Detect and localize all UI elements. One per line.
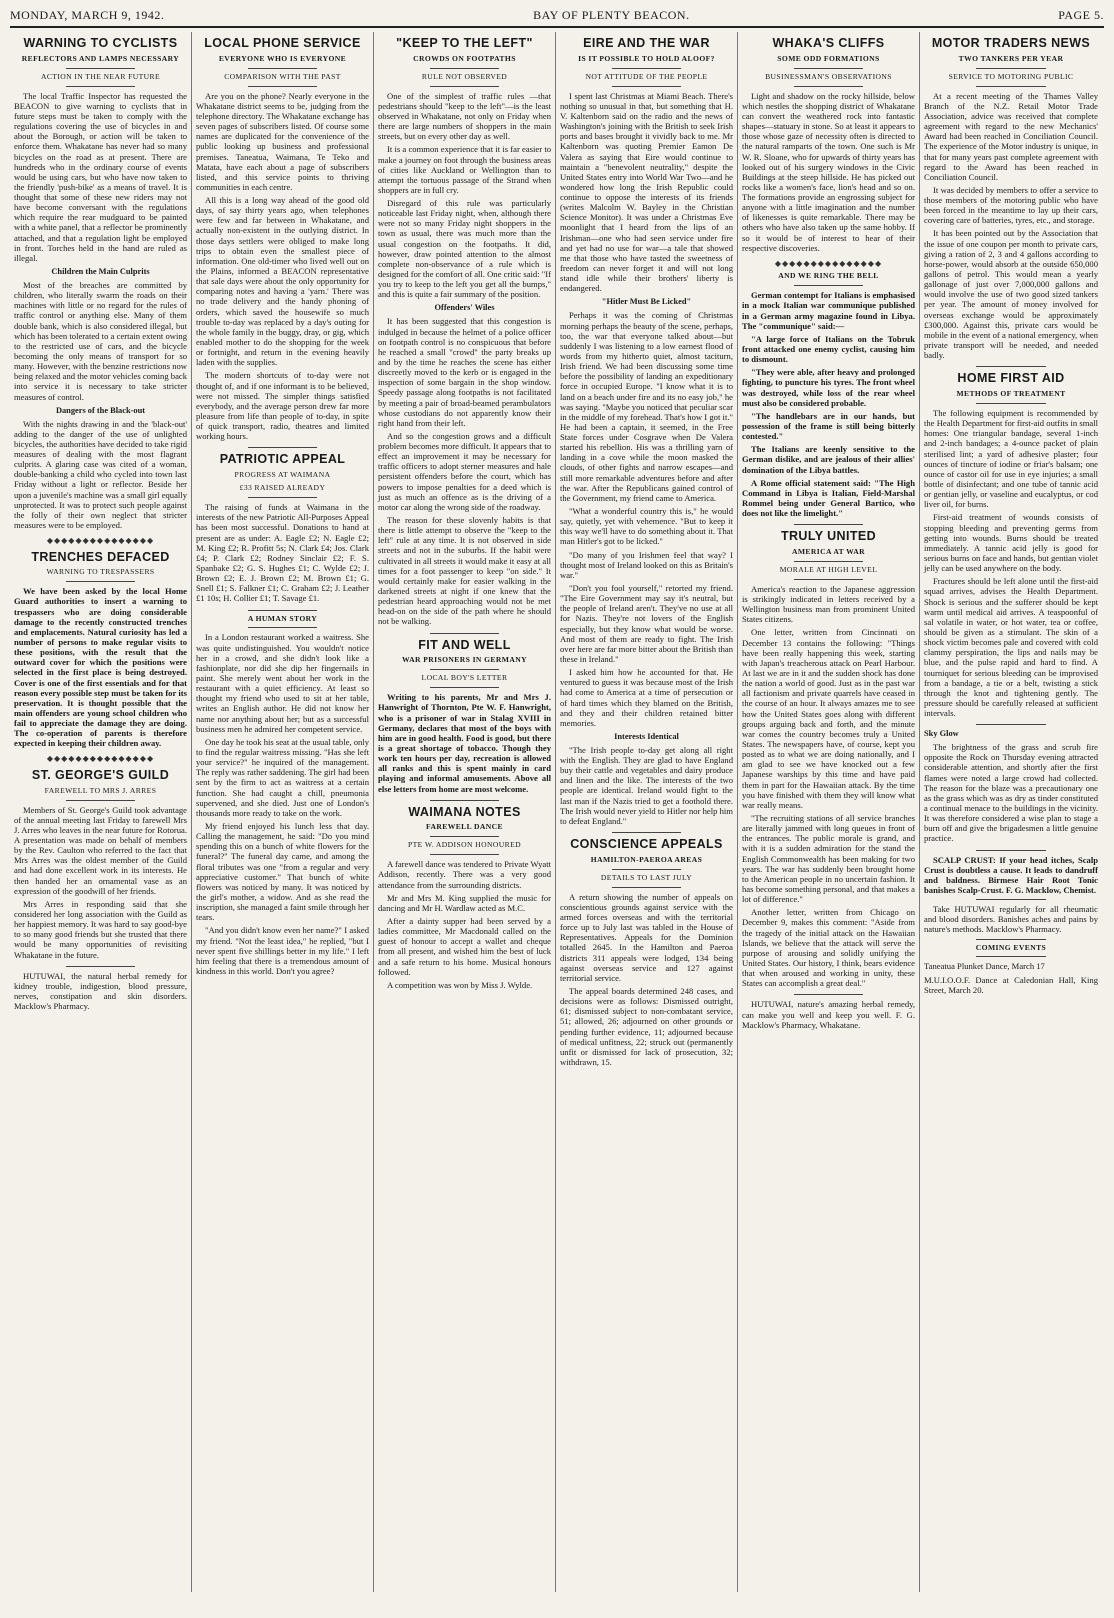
paragraph: "And you didn't know even her name?" I asked my friend. "Not the least idea," he replied, "but I never spent five shillings better in my life." I left him feeling that there is a tremendous amount of kindness in this world. Don't you agree? — [196, 925, 369, 976]
rule — [248, 627, 317, 628]
article-and-we-ring-the-bell — [742, 272, 915, 518]
section-heading: Offenders' Wiles — [434, 303, 495, 313]
headline: ST. GEORGE'S GUILD — [31, 767, 170, 782]
coming-events — [924, 944, 1098, 995]
subheadline: WARNING TO TRESPASSERS — [46, 567, 155, 577]
paragraph: Most of the breaches are committed by children, who literally swarm the roads on their machines with little or no regard for the rules of traffic control or anything else. Many of them double bank, which is also considered illegal, but which has been tolerated to a certain extent owing to the restricted use of cars, and the bicycle becoming the only means of transport for so many. However, with the benzine restrictions now being relaxed and the motor vehicles coming back into service it is necessary to take stricter measures of control. — [14, 279, 188, 402]
article-fit-and-well — [378, 638, 551, 794]
headline: CONSCIENCE APPEALS — [570, 837, 723, 852]
rule — [794, 86, 863, 87]
paragraph: The modern shortcuts of to-day were not thought of, and if one informant is to be believed, were not missed. The simpler things satisfied everybody, and the average person drew far more pleasure from life than people of to-day, in spite of quick transport, radio, theatres and limited working hours. — [196, 370, 369, 442]
headline: WARNING TO CYCLISTS — [23, 36, 178, 50]
paragraph: "Don't you fool yourself," retorted my friend. "The Eire Government may say it's neutral, but the people of Ireland aren't. They've no use at all for Nazis. They're not lovers of the English especially, but they know what would be worse. And most of them are ready to fight. The Irish over here are far more bitter about the British than these in Ireland." — [560, 583, 733, 665]
rule — [430, 633, 499, 634]
columns — [10, 32, 1104, 1592]
paragraph: A Rome official statement said: "The High Command in Libya is Italian, Field-Marshal Rommel being under General Bartico, who does not like the limelight." — [742, 477, 915, 519]
newspaper-page — [10, 6, 1104, 1606]
ornament-divider: ◆◆◆◆◆◆◆◆◆◆◆◆◆◆◆ — [46, 536, 155, 546]
paragraph: My friend enjoyed his lunch less that day. Calling the management, he said: "Do you mind spending this on a bunch of white flowers for the funeral?" The funeral day came, and among the floral tributes was one "from a regular and very appreciative customer." That bunch of white flowers was noticed by many. It was noticed by the girl's mother, a widow. And as she read the inscription, she managed a faint smile through her tears. — [196, 820, 369, 923]
paragraph: Members of St. George's Guild took advantage of the annual meeting last Friday to farewell Mrs J. Arres who leaves in the near future for Rotorua. A presentation was made on behalf of members by the Rev. Caulton who referred to the fact that Mrs Arres was the oldest member of the Guild and had done excellent work in its interests. He then handed her an ornamental vase as an expression of the goodwill of her friends. — [14, 804, 187, 896]
paragraph: "What a wonderful country this is," he would say, quietly, yet with vehemence. "But to keep it this way we'll have to do something about it. That man Hitler's got to be licked." — [560, 506, 733, 547]
subheadline: PTE W. ADDISON HONOURED — [408, 840, 521, 850]
paper-name: BAY OF PLENTY BEACON. — [533, 8, 690, 22]
subheadline: HAMILTON-PAEROA AREAS — [590, 854, 703, 864]
paragraph: Mr and Mrs M. King supplied the music for dancing and Mr H. Wardlaw acted as M.C. — [378, 892, 551, 913]
section-heading: Children the Main Culprits — [51, 267, 150, 277]
subheadline: £33 RAISED ALREADY — [239, 483, 326, 493]
paragraph: Light and shadow on the rocky hillside, below which nestles the shopping district of Whakatane can convert the weathered rock into fantastic shapes—statuary in stone. So at least it appears to those whose gaze of necessity often is directed to the natural ramparts of the town. One such is Mr W. R. Sloane, who for upwards of thirty years has looked out of his surgery windows in the Civic Buildings at the steep hillside. He has picked out rocks like a women's face, lion's head and so on. The formations provide an engrossing subject for anyone with a little imagination and the number of likenesses is quite remarkable. There may be others who have also taken up the same hobby. If so it would be of interest to hear of their respective discoveries. — [742, 90, 915, 253]
headline: WHAKA'S CLIFFS — [772, 36, 885, 50]
section-heading: Sky Glow — [924, 729, 959, 739]
subheadline: REFLECTORS AND LAMPS NECESSARY — [21, 53, 180, 63]
article-trenches-defaced — [14, 550, 187, 749]
headline: EIRE AND THE WAR — [583, 36, 710, 50]
rule — [66, 966, 135, 967]
headline: MOTOR TRADERS NEWS — [931, 36, 1091, 50]
headline: TRENCHES DEFACED — [31, 549, 170, 564]
rule — [794, 68, 863, 69]
headline: PATRIOTIC APPEAL — [219, 452, 346, 467]
paragraph: America's reaction to the Japanese aggression is strikingly indicated in letters received by a Wellington business man from prominent United States citizens. — [742, 583, 915, 625]
subheadline: DETAILS TO LAST JULY — [600, 872, 693, 882]
rule — [66, 86, 135, 87]
paragraph: The local Traffic Inspector has requested the BEACON to give warning to cyclists that in future steps must be taken to comply with the regulations covering the use of bicycles in and about the Borough, or action will be taken to enforce them. Whakatane has never had so many bicycles on the road as at present. There are hundreds who in the ordinary course of events would be using cars, but who have now taken to the friendly 'push-bike' as a means of travel. It is thought that some of these new riders may not have become conversant with the regulations which require the rear mudguard to be painted with a white panel, that a reflector be prominently attached, and that a regulation light be employed in front. Torches held in the hand are ruled as illegal. — [14, 90, 187, 263]
rule — [430, 800, 499, 801]
rule — [976, 403, 1046, 404]
headline: AND WE RING THE BELL — [778, 271, 879, 281]
column-6 — [920, 32, 1102, 1592]
rule — [66, 68, 135, 69]
paragraph: In a London restaurant worked a waitress. She was quite undistinguished. You wouldn't notice her in a crowd, and she didn't look like a fashionplate, nor did she dip her fingernails in paint. She merely went about her work in the restaurant with a quiet efficiency. At least so thought my friend who used to sit at her table, writes an English author. He did not know her name nor anything about her; but as a successful business men he admired her competent service. — [196, 632, 369, 734]
article-truly-united — [742, 529, 915, 988]
paragraph: I spent last Christmas at Miami Beach. There's nothing so unusual in that, but something that H. V. Kaltenborn said on the radio and the news of Washington's joining with the British to seek Irish ports and bases brought it vividly back to me. Mr Kaltenborn was quoting Premier Eamon De Valera as saying that Eire would continue to maintain a "benevolent neutrality," despite the United States entry into World War Two—and he wondered how long the Irish Republic could continue to oppose the interests of its friends (writes Malcolm W. Bayley in the Christian Science Monitor). It was under a Christmas Eve moonlight that I heard from the lips of an Irishman—one who had seen service under fire and yet had no use for war—a tale that showed me that those who have tasted the sweetness of freedom can never forget it and will not long stand idle while their brothers' liberty is endangered. — [560, 90, 733, 294]
paragraph: The reason for these slovenly habits is that there is little attempt to observe the "keep to the left" rule at any time. It is not observed in side streets and not in the suburbs. If the habit were cultivated in all streets it would make it easy at all times for a foot passenger to keep "on side." It would certainly make for easier walking in the darkened streets at night if one knew that the pedestrian heard approaching would not be met head-on on the side of the path where he should not be walking. — [378, 515, 551, 627]
paragraph: Perhaps it was the coming of Christmas morning perhaps the beauty of the scene, perhaps, too, the war that everyone talked about—but suddenly I was listening to a low earnest flood of words from my hitherto quiet, almost taciturn, Irish friend. We had been discussing some time before the possibility of landing an expeditionary force in occupied Europe. "I know what it is to land on a beach under fire and its no easy job," he was saying. "Maybe you noticed that peculiar scar in the middle of my forehead. That's how I got it." He had been a captain, it seemed, in the Free State forces under Cosgrave when De Valera started his rebellion. His was a thrilling yarn of landing in a cove while the moon masked the clouds, of other fights and narrow escapes—and still more remarkable adventures before and after the war. After the Republicans gained control of the Government, my friend came to America. — [560, 310, 733, 503]
advertisement: HUTUWAI, nature's amazing herbal remedy, can make you well and keep you well. F. G. Macklow's Pharmacy, Whakatane. — [742, 999, 915, 1030]
rule — [976, 68, 1046, 69]
rule — [248, 610, 317, 611]
headline: A HUMAN STORY — [247, 613, 318, 623]
article-a-human-story — [196, 615, 369, 977]
rule — [430, 687, 499, 688]
paragraph: First-aid treatment of wounds consists of stopping bleeding and preventing germs from getting into wounds. Burns should be treated immediately. A tannic acid jelly is good for serious burns on face and hands, but gentian violet jelly can be used anywhere on the body. — [924, 512, 1098, 574]
rule — [430, 68, 499, 69]
paragraph: Mrs Arres in responding said that she considered her long association with the Guild as her happiest memory. It was hard to say good-bye to so many good friends but she trusted that there would be many opportunities of revisiting Whakatane in the future. — [14, 898, 187, 960]
ornament-divider: ◆◆◆◆◆◆◆◆◆◆◆◆◆◆◆ — [774, 258, 883, 268]
subheadline: METHODS OF TREATMENT — [956, 389, 1066, 399]
rule — [976, 956, 1046, 957]
rule — [612, 869, 681, 870]
paragraph: It has been suggested that this congestion is indulged in because the helmet of a police officer on footpath control is no conspicuous that before he reached a small "crowd" the party breaks up and by the time he reaches the scene has either discreetly moved to the kerb or is engaged in the inspection of some bargain in the shop window. Speedy passage along footpaths is not facilitated by meeting a pair of broad-beamed perambulators whose custodians do not apparently know their right hand from their left. — [378, 316, 551, 428]
paragraph: One of the simplest of traffic rules —that pedestrians should "keep to the left"—is the least observed in Whakatane, not only on Friday when there are large numbers of shoppers in the main streets, but on every other day as well. — [378, 90, 551, 142]
rule — [794, 561, 863, 562]
rule — [248, 497, 317, 498]
paragraph: After a dainty supper had been served by a ladies committee, Mr Macdonald called on the guest of honour to accept a wallet and cheque from all present, and wished him the best of luck and a safe return to his home. Musical honours followed. — [378, 916, 551, 977]
article-eire-and-the-war — [560, 36, 733, 826]
subheadline: BUSINESSMAN'S OBSERVATIONS — [765, 71, 892, 81]
paragraph: It was decided by members to offer a service to those members of the motoring public who have been forced in the meantime to lay up their cars, covering care of batteries, tyres, etc., and storage. — [924, 184, 1098, 226]
article-st-georges-guild — [14, 768, 187, 960]
rule — [794, 579, 863, 580]
subheadline: IS IT POSSIBLE TO HOLD ALOOF? — [578, 53, 715, 63]
article-motor-traders-news — [924, 36, 1098, 360]
event-item: Taneatua Plunket Dance, March 17 — [924, 961, 1045, 972]
article-home-first-aid — [924, 371, 1098, 718]
article-local-phone-service — [196, 36, 369, 441]
paragraph: "The handlebars are in our hands, but possession of the frame is still being bitterly contested." — [742, 410, 915, 442]
paragraph: Fractures should be left alone until the first-aid squad arrives, advises the Health Department. Shock is serious and the sufferer should be kept warm until medical aid arrives. A teaspoonful of sal volatile in water, or hot water, tea or coffee, should be given as a stimulant. The skin of a shock victim becomes pale and covered with cold clammy perspiration, the lips and nails may be blue, and the pulse rapid and hard to find. A tourniquet for serious bleeding can be improvised from a bandage, a tie or a belt, twisting a stick through the knot and tightening gently. The pressure should be carefully released at sufficient intervals. — [924, 576, 1098, 719]
paragraph: It is a common experience that it is far easier to make a journey on foot through the business areas of cities like Auckland or Wellington than to attempt the tortuous passage of the Strand when shoppers are in full cry. — [378, 144, 551, 195]
subheadline: SERVICE TO MOTORING PUBLIC — [948, 71, 1074, 81]
headline: LOCAL PHONE SERVICE — [204, 36, 361, 50]
subheadline: WAR PRISONERS IN GERMANY — [402, 655, 527, 665]
rule — [794, 524, 863, 525]
rule — [976, 850, 1046, 851]
rule — [248, 86, 317, 87]
rule — [976, 899, 1046, 900]
section-heading: Interests Identical — [614, 732, 679, 741]
paragraph: The appeal boards determined 248 cases, and decisions were as follows: Dismissed outright, 61; dismissed subject to non-combatant service, 51; allowed, 26; adjourned on other grounds or pending further evidence, 11; adjourned because of medical unfitness, 22; struck out (permanently unfit or dismissed for lack of prosecution, 32; withdrawn, 15. — [560, 985, 733, 1067]
page-number: PAGE 5. — [1058, 8, 1104, 22]
headline: HOME FIRST AID — [957, 371, 1065, 386]
rule — [66, 581, 135, 582]
rule — [976, 939, 1046, 940]
rule — [66, 800, 135, 801]
section-heading: Dangers of the Black-out — [55, 405, 146, 415]
paragraph: And so the congestion grows and a difficult problem becomes more difficult. It appears that to effect an improvement it may be necessary for traffic officers to adopt sterner measures and hale persistent offenders before the court, which has powers to impose penalties for a deed which is just as much an offence as is the driving of a motor car along the wrong side of the roadway. — [378, 430, 551, 512]
ornament-divider: ◆◆◆◆◆◆◆◆◆◆◆◆◆◆◆ — [46, 754, 155, 764]
column-5 — [738, 32, 920, 1592]
subheadline: EVERYONE WHO IS EVERYONE — [218, 53, 347, 63]
headline: WAIMANA NOTES — [408, 804, 521, 819]
rule — [976, 86, 1046, 87]
paragraph: A farewell dance was tendered to Private Wyatt Addison, recently. There was a very good attendance from the surrounding districts. — [378, 859, 551, 890]
subheadline: FAREWELL TO MRS J. ARRES — [44, 785, 157, 795]
paragraph: "The recruiting stations of all service branches are literally jammed with long queues in front of the entrances. The public morale is grand, and with it is a sudden admiration for the stand the English Commonwealth has been making for two years. The war has suddenly been brought home to the American people in no uncertain fashion. It has become something personal, and that makes a lot of difference." — [742, 813, 915, 905]
paragraph: A competition was won by Miss J. Wylde. — [387, 979, 533, 990]
paragraph: A return showing the number of appeals on conscientious grounds against service with the armed forces overseas and with the territorial force up to July last was tabled in the House of Representatives. Appeals for the Dominion totalled 2645. In the Hamilton and Paeroa districts 311 appeals were lodged, 134 being against overseas service and 127 against territorial service. — [560, 891, 733, 983]
rule — [612, 86, 681, 87]
rule — [794, 285, 863, 286]
column-2 — [192, 32, 374, 1592]
issue-date: MONDAY, MARCH 9, 1942. — [10, 8, 165, 22]
rule — [794, 994, 863, 995]
subheadline: TWO TANKERS PER YEAR — [958, 53, 1064, 63]
rule — [612, 832, 681, 833]
paragraph: Another letter, written from Chicago on December 9, makes this comment: "Aside from the tragedy of the initial attack on the Hawaiian Islands, we believe that the attack will serve the purpose of arousing and solidly unifying the United States. Our history, I think, bears evidence that when aroused and working in unity, these States can accomplish a great deal." — [742, 907, 915, 989]
subheadline: SOME ODD FORMATIONS — [777, 53, 880, 63]
subheadline: NOT ATTITUDE OF THE PEOPLE — [585, 71, 708, 81]
paragraph: German contempt for Italians is emphasised in a mock Italian war communique published in a German army magazine found in Libya. The "communique" said:— — [742, 290, 915, 331]
subheadline: ACTION IN THE NEAR FUTURE — [40, 71, 161, 81]
rule — [430, 86, 499, 87]
paragraph: One day he took his seat at the usual table, only to find the regular waitress missing. "Has she left your service?" he inquired of the management. The reply was rather saddening. The girl had been sent by the firm to act as waitress at a certain function. She had caught a chill, pneumonia supervened, and she died. Just one of London's thousands more ready to take on the work. — [196, 736, 369, 818]
subheadline: MORALE AT HIGH LEVEL — [779, 564, 878, 574]
rule — [976, 366, 1046, 367]
events-heading: COMING EVENTS — [975, 942, 1047, 952]
paragraph: I asked him how he accounted for that. He ventured to guess it was because most of the Irish had come to America at a time of persecution or of hard times which they blamed on the British, and they and their children retained bitter memories. — [560, 667, 733, 728]
advertisement: HUTUWAI, the natural herbal remedy for kidney trouble, indigestion, blood pressure, nerves, constipation and skin disorders. Macklow's Pharmacy. — [14, 970, 187, 1012]
article-patriotic-appeal — [196, 452, 369, 603]
article-keep-to-the-left — [378, 36, 551, 627]
paragraph: Are you on the phone? Nearly everyone in the Whakatane district seems to be, judging from the telephone directory. The Whakatane exchange has seven pages of subscribers listed. Of course some names are duplicated for the convenience of the public looking up business and professional premises. Taneatua, Waimana, Te Teko and Matata, have each about a page of subscribers listed, and this service points to thriving communities in each centre. — [196, 90, 369, 192]
rule — [430, 836, 499, 837]
subheadline: COMPARISON WITH THE PAST — [224, 71, 341, 81]
paragraph: The brightness of the grass and scrub fire opposite the Rock on Thursday evening attracted considerable attention, and shortly after the first flames were noted a large crowd had collected. The reason for the blaze was a precautionary one as the grass which was as dry as tinder constituted a continual menace to the buildings in the vicinity. It was therefore considered a wise plan to stage a burn off and give the brigadesmen a little genuine practice. — [924, 742, 1098, 844]
article-sky-glow — [924, 729, 1098, 843]
rule — [430, 854, 499, 855]
paragraph: "A large force of Italians on the Tobruk front attacked one enemy cyclist, causing him to dismount. — [742, 333, 915, 365]
article-waimana-notes — [378, 805, 551, 990]
subheadline: PROGRESS AT WAIMANA — [234, 470, 331, 480]
subheadline: RULE NOT OBSERVED — [421, 71, 508, 81]
advertisement: SCALP CRUST: If your head itches, Scalp Crust is doubtless a cause. It leads to dandruff and baldness. Birmese Hair Root Tonic banishes Scalp-Crust. F. G. Macklow, Chemist. — [924, 854, 1098, 895]
headline: "KEEP TO THE LEFT" — [396, 36, 533, 50]
paragraph: "Do many of you Irishmen feel that way? I thought most of Ireland looked on this as Britain's war." — [560, 549, 733, 580]
rule — [976, 724, 1046, 725]
headline: TRULY UNITED — [780, 529, 877, 544]
rule — [612, 68, 681, 69]
masthead — [10, 6, 1104, 28]
column-3 — [374, 32, 556, 1592]
event-item: M.U.I.O.O.F. Dance at Caledonian Hall, King Street, March 20. — [924, 974, 1098, 995]
article-warning-to-cyclists — [14, 36, 187, 530]
advertisement: Take HUTUWAI regularly for all rheumatic and blood disorders. Banishes aches and pains by nature's methods. Macklow's Pharmacy. — [924, 904, 1098, 935]
subheadline: CROWDS ON FOOTPATHS — [413, 53, 516, 63]
rule — [430, 669, 499, 670]
paragraph: "They were able, after heavy and prolonged fighting, to puncture his tyres. The front wheel was destroyed, while loss of the rear wheel must also be considered probable. — [742, 367, 915, 408]
paragraph: Disregard of this rule was particularly noticeable last Friday night, when, although there were not so many Friday night shoppers in the town as usual, there was much more than the usual congestion on the footpaths. It did, however, draw pointed attention to the almost complete non-observance of a rule which is designed for the comfort of all. One critic said: "If you try to keep to the left you get all the bumps," and this is quite a fair summary of the position. — [378, 198, 551, 300]
column-4 — [556, 32, 738, 1592]
column-1 — [10, 32, 192, 1592]
paragraph: "The Irish people to-day get along all right with the English. They are glad to have England buy their cattle and vegetables and dairy produce and linen and the like. The interests of the two people are identical. Ireland would fight to the last man if the Nazis tried to get a foothold there. The Irish would never yield to Hitler nor help him to defeat England." — [560, 744, 733, 826]
paragraph: With the nights drawing in and the 'black-out' adding to the danger of the use of unlighted bicycles, the authorities have decided to take rigid measures of dealing with the most flagrant culprits. A glaring case was cited of a woman, double-banking a child who cycled into town last Friday without a light or reflector. Beside her upon a juvenile's machine was a small girl equally unprotected. It was to protect such people against the folly of their own neglect that stricter measures were to be employed. — [14, 418, 187, 530]
paragraph: One letter, written from Cincinnati on December 13 contains the following: "Things have been really happening this week, starting with Japan's treacherous attack on Pearl Harbour. At last we are in it and the sudden shock has done the nation a world of good. Just as in the past war all factionism and private quarrels have ceased in the course of an hour. It always amazes me to see how the United States goes along with different groups arguing back and forth, and the minute war comes the country becomes truly a United States. The newspapers have, of course, kept you posted as to what we are doing nationally, and I am glad to see we have knocked out a few Japanese warships by this time and have paid them in part for the Hawaiian attack. By the time you have finished with them they will know what war really means. — [742, 627, 915, 810]
subheadline: AMERICA AT WAR — [791, 547, 866, 556]
section-heading: "Hitler Must Be Licked" — [601, 297, 692, 307]
subheadline: FAREWELL DANCE — [426, 822, 503, 832]
subheadline: LOCAL BOY'S LETTER — [421, 673, 508, 683]
rule — [248, 68, 317, 69]
headline: FIT AND WELL — [418, 637, 511, 652]
paragraph: It has been pointed out by the Association that the issue of one coupon per month to private cars, giving a ration of 2, 3 and 4 gallons according to horse-power, would absorb at the outside 650,000 gallons of petrol. This would mean a yearly gallonage of just over 7,000,000 gallons and would involve the use of two good sized tankers per year. The amount of money involved for overseas exchange would be approximately £300,000. Against this, private cars would be mobile in the event of a national emergency, when private transport will be needed, and needed badly. — [924, 228, 1098, 361]
paragraph: All this is a long way ahead of the good old days, of say thirty years ago, when telephones were few and far between in Whakatane, and actually non-existent in the outlying district. In those days settlers were obliged to make long trips to obtain even the smallest piece of information. One old-timer who lived well out on the Plains, informed a BEACON representative that sale days were about the only opportunity for comparing notes and having a 'yarn.' There was no trade delivery and the handy phoning of orders, which saved the housewife so much trouble to-day was replaced by a day's outing for the whole family in the buggy, dray, or gig, which enabled mother to do the shopping for the week or fortnight, and return in the evening heavily laden with the supplies. — [196, 195, 369, 368]
paragraph: The Italians are keenly sensitive to the German dislike, and are jealous of their allies' domination of the Libya battles. — [742, 444, 915, 475]
paragraph: At a recent meeting of the Thames Valley Branch of the N.Z. Retail Motor Trade Association, advice was received that complete agreement with regard to the new Mechanics' Award had been reached in Conciliation Council. The experience of the Motor industry is unique, in that for many years past complete agreement with regard to the Award has been reached in Conciliation Council. — [924, 90, 1098, 182]
rule — [248, 447, 317, 448]
article-conscience-appeals — [560, 837, 733, 1067]
paragraph: We have been asked by the local Home Guard authorities to insert a warning to trespassers who are doing considerable damage to the recently constructed trenches and emplacements. Natural curiosity has led a number of persons to make regular visits to these positions, with the result that the outward cover for which the positions were selected in the first place is being destroyed. Cover is one of the first essentials and for that reason every possible step must be taken for its preservation. It is thought possible that the main offenders are young school children who fail to appreciate the damage they are doing. The co-operation of parents is therefore expected in keeping their children away. — [14, 586, 187, 749]
rule — [612, 887, 681, 888]
paragraph: The following equipment is recommended by the Health Department for first-aid outfits in small homes: One triangular bandage, several 1-inch and 2-inch bandages; a 4-ounce packet of plain sterilised lint; a yard of adhesive plaster; four ounces of tincture of iodine or friar's balsam; one ounce of castor oil for use in eye injuries; a small bottle of disinfectant; and one tube of tannic acid or gentian jelly, or vaseline and eucalyptus, or cod liver oil, for burns. — [924, 408, 1098, 510]
paragraph: Writing to his parents, Mr and Mrs J. Hanwright of Thornton, Pte W. F. Hanwright, who is a prisoner of war in Stalag XVIII in Germany, declares that most of the boys with him are in good health. Food is good, but there is a great shortage of tobacco. Though they work ten hours per day, recreation is allowed all ranks and this is spent mainly in card playing and informal amusements. Above all else letters from home are most welcome. — [378, 692, 551, 794]
paragraph: The raising of funds at Waimana in the interests of the new Patriotic All-Purposes Appeal has been most successful. Donations to hand at present are as under: A. Eagle £2; N. Eagle £2; M. King £2; R. Profitt 5s; N. Clark £4; Jos. Clark £4; P. Clark £2; Rodney Sinclair £2; F. S. Spanbake £2; G. S. Hughes £1; C. Wylde £2; J. Brown £2; E. J. Brown £2; M. Brown £1; G. Snell £1; S. Falkner £1; C. Graham £2; J. Leather £1 10s; H. Collier £1; T. Savage £1. — [196, 502, 369, 604]
article-whakas-cliffs — [742, 36, 915, 253]
